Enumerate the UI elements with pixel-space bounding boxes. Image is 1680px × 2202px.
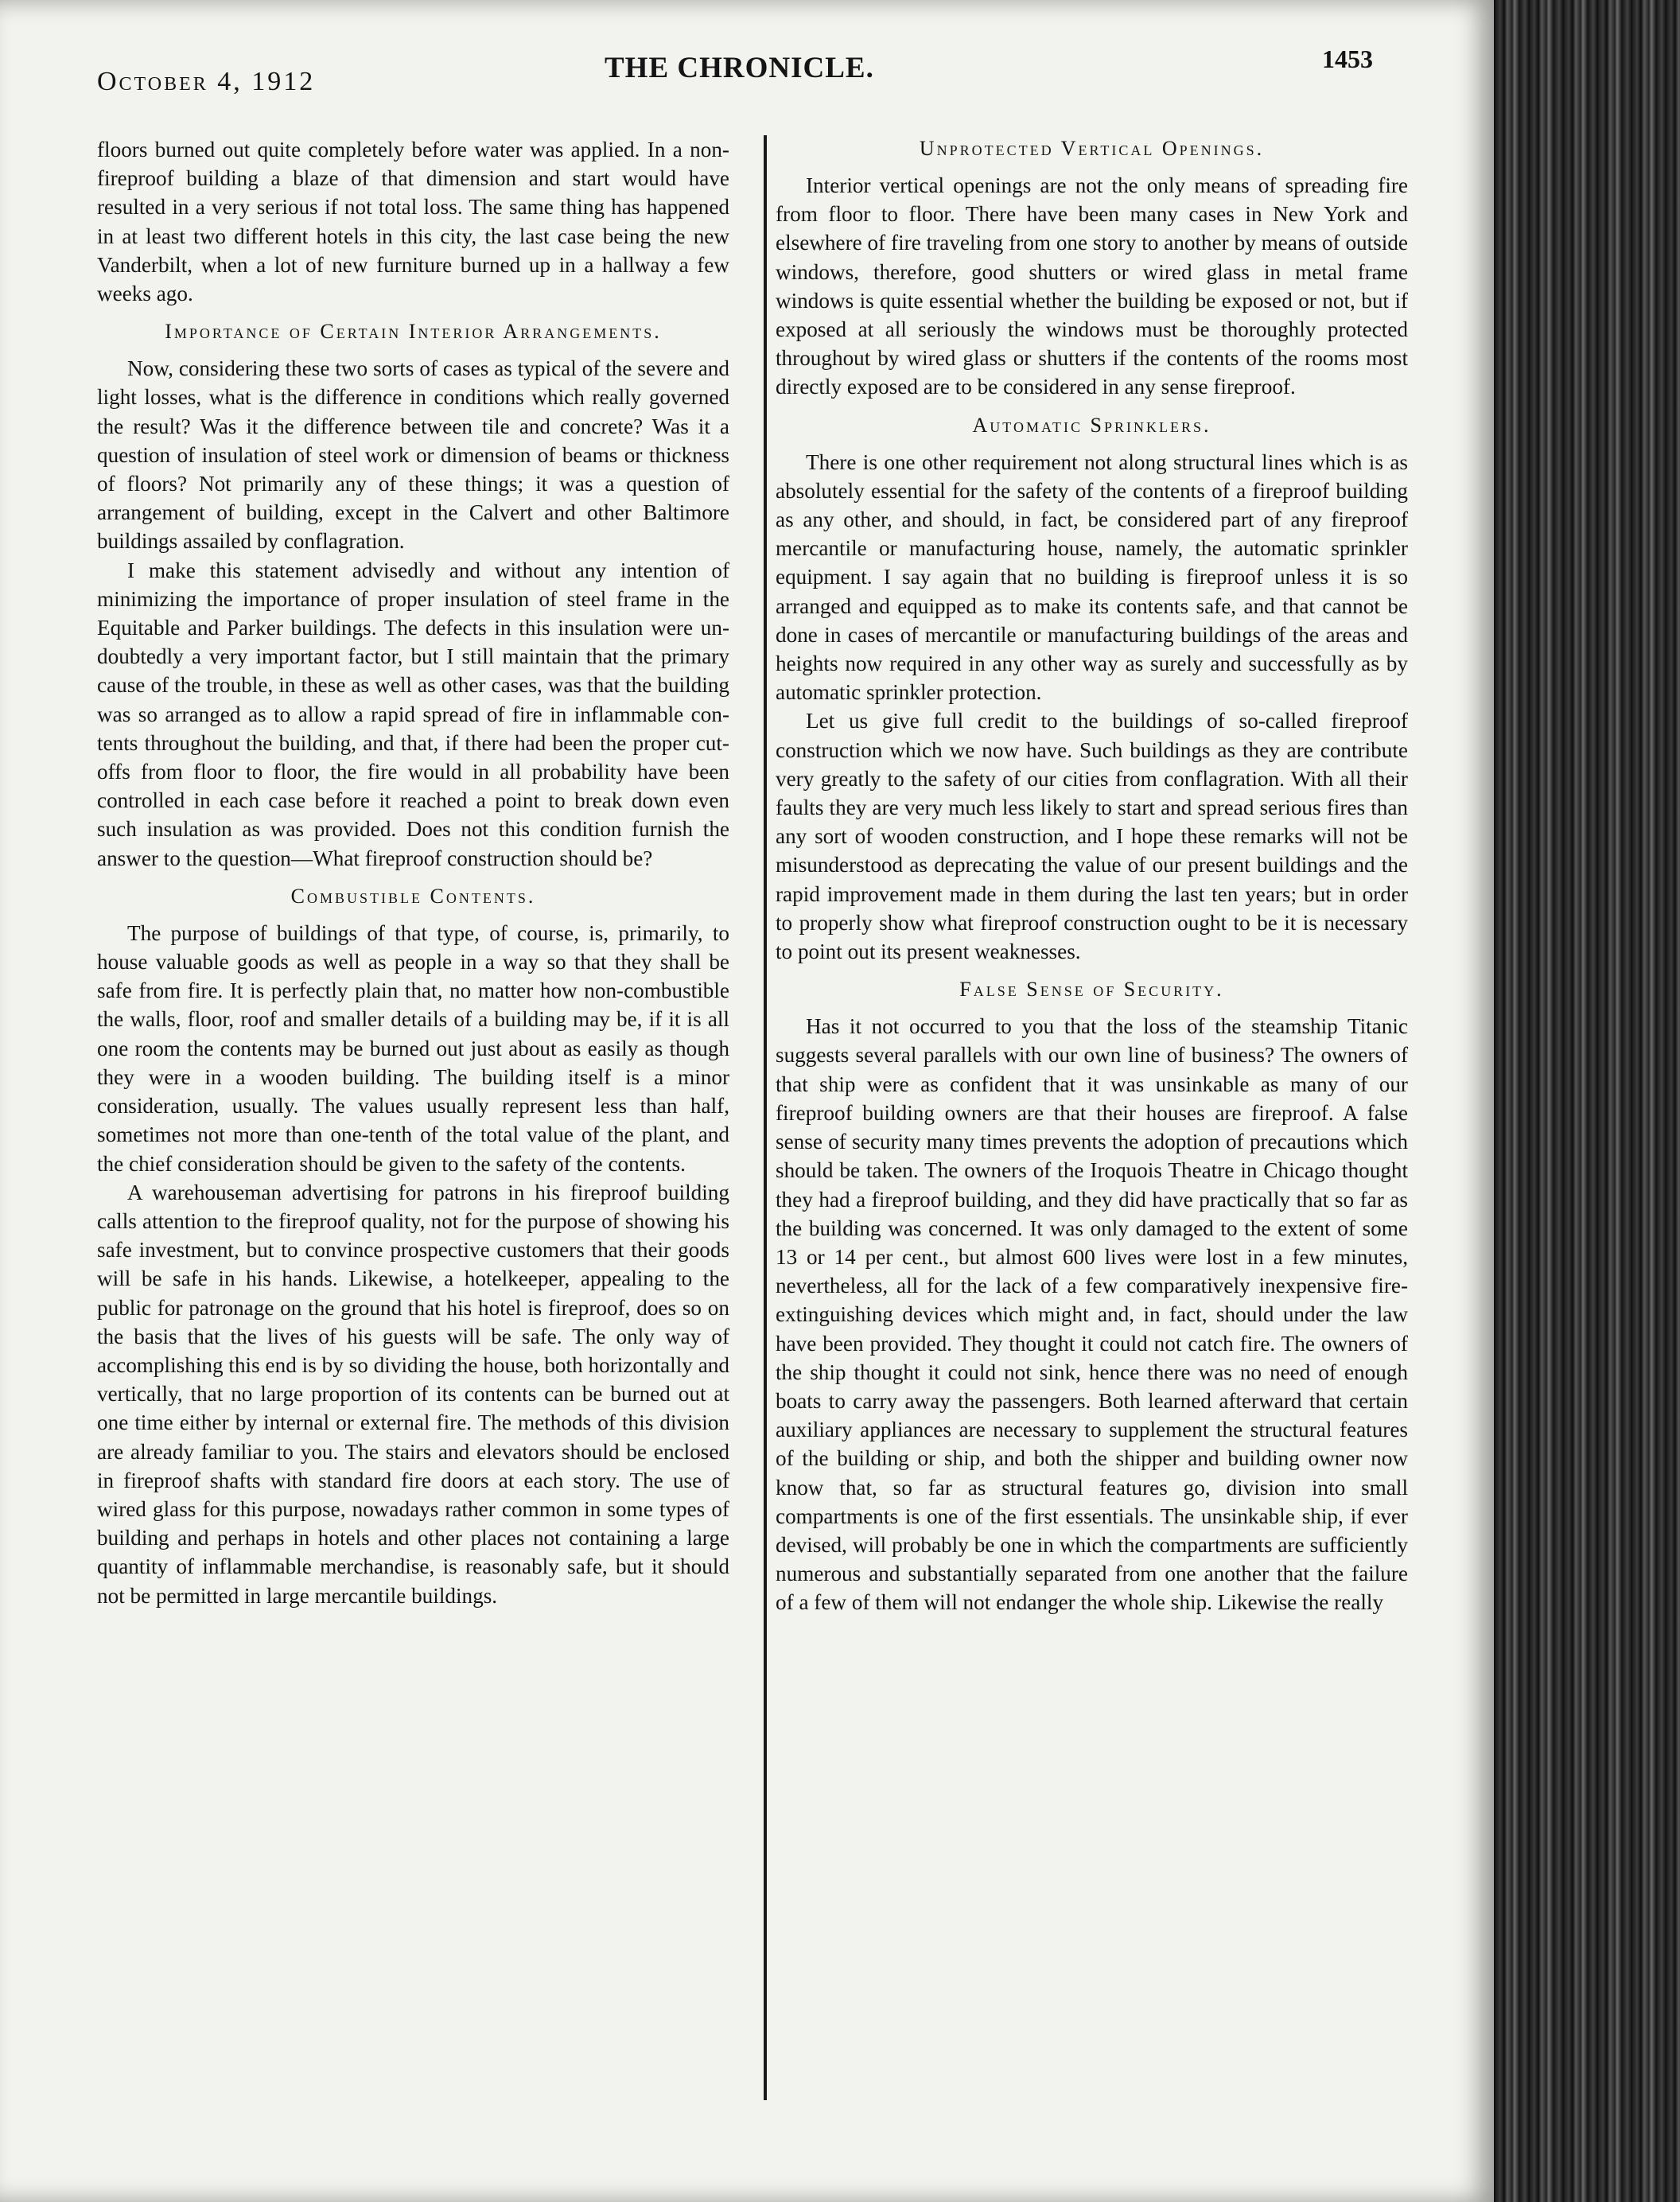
paragraph-full-credit: Let us give full credit to the buildings of so-called fireproof construction which we now have. Such buildings as they are contribute very greatly to the safety of our cities from conflagration. With all their faults they are very much less likely to start and spread serious fires than any sort of wooden construction, and I hope these remarks will not be misunderstood as deprecating the value of our present buildings and the rapid improvement made in them during the last ten years; but in order to properly show what fireproof construction ought to be it is necessary to point out its present weaknesses.: [776, 709, 1408, 964]
heading-importance-interior-arrangements: Importance of Certain Interior Arrangements.: [165, 320, 662, 344]
right-column: [776, 135, 1408, 1617]
paragraph-i-make-this-statement: I make this statement advisedly and without any intention of minimizing the importance of proper insulation of steel frame in the Equitable and Parker buildings. The defects in this insulation were undoubtedly a very important factor, but I still maintain that the primary cause of the trouble, in these as well as other cases, was that the building was so arranged as to allow a rapid spread of fire in inflammable contents throughout the building, and that, if there had been the proper cut-offs from floor to floor, the fire would in all probability have been controlled in each case before it reached a point to break down even such insulation as was provided. Does not this condition furnish the answer to the question—What fireproof construction should be?: [97, 558, 729, 870]
heading-false-sense-of-security: False Sense of Security.: [959, 978, 1224, 1002]
page-number: 1453: [1322, 45, 1373, 73]
paragraph-purpose-of-buildings: The purpose of buildings of that type, of course, is, primarily, to house valuable goods as well as people in a way so that they shall be safe from fire. It is perfectly plain that, no matter how non-combustible the walls, floor, roof and smaller details of a building may be, if it is all one room the contents may be burned out just about as easily as though they were in a wooden building. The building itself is a minor consideration, usually. The values usually represent less than half, sometimes not more than one-tenth of the total value of the plant, and the chief consideration should be given to the safety of the contents.: [97, 920, 729, 1176]
column-divider: [764, 135, 767, 2100]
heading-combustible-contents: Combustible Contents.: [290, 884, 536, 908]
heading-unprotected-vertical-openings: Unprotected Vertical Openings.: [919, 137, 1265, 160]
paragraph-one-other-requirement: There is one other requirement not along structural lines which is as absolutely essential for the safety of the contents of a fireproof building as any other, and should, in fact, be considered part of any fireproof mercantile or manufacturing house, namely, the automatic sprinkler equipment. I say again that no building is fireproof unless it is so arranged and equipped as to make its contents safe, and that cannot be done in cases of mercantile or manufacturing buildings of the areas and heights now required in any other way as surely and successfully as by automatic sprinkler protection.: [776, 449, 1408, 705]
issue-date: October 4, 1912: [97, 67, 316, 96]
paragraph-now-considering: Now, considering these two sorts of cases as typical of the severe and light losses, what is the difference in conditions which really governed the result? Was it the difference between tile and concrete? Was it a question of insulation of steel work or dimension of beams or thickness of floors? Not primarily any of these things; it was a question of arrangement of building, except in the Calvert and other Baltimore buildings assailed by conflagration.: [97, 356, 729, 554]
book-binding-edge: [1495, 0, 1680, 2202]
paragraph-warehouseman: A warehouseman advertising for patrons in his fireproof building calls attention to the fireproof quality, not for the purpose of showing his safe investment, but to convince prospective customers that their goods will be safe in his hands. Likewise, a hotelkeeper, appealing to the public for patronage on the ground that his hotel is fireproof, does so on the basis that the lives of his guests will be safe. The only way of accomplishing this end is by so dividing the house, both horizontally and vertically, that no large proportion of its contents can be burned out at one time either by internal or external fire. The methods of this division are already familiar to you. The stairs and elevators should be enclosed in fireproof shafts with standard fire doors at each story. The use of wired glass for this purpose, nowadays rather common in some types of building and perhaps in hotels and other places not containing a large quantity of inflammable merchandise, is reasonably safe, but it should not be permitted in large mercantile buildings.: [97, 1180, 729, 1608]
paragraph-intro: floors burned out quite completely before water was applied. In a non-fireproof building a blaze of that dimension and start would have resulted in a very serious if not total loss. The same thing has happened in at least two different hotels in this city, the last case being the new Vanderbilt, when a lot of new furniture burned up in a hallway a few weeks ago.: [97, 138, 729, 306]
publication-title: THE CHRONICLE.: [605, 52, 874, 84]
left-column: [97, 135, 729, 1610]
paragraph-titanic: Has it not occurred to you that the loss of the steamship Titanic suggests several parallels with our own line of business? The owners of that ship were as confident that it was unsinkable as many of our fireproof building owners are that their houses are fireproof. A false sense of security many times prevents the adoption of precautions which should be taken. The owners of the Iroquois Theatre in Chicago thought they had a fireproof building, and they did have practically that so far as the building was concerned. It was only damaged to the extent of some 13 or 14 per cent., but almost 600 lives were lost in a few minutes, nevertheless, all for the lack of a few comparatively inexpensive fire-extinguishing devices which might and, in fact, should under the law have been provided. They thought it could not catch fire. The owners of the ship thought it could not sink, hence there was no need of enough boats to carry away the passengers. Both learned afterward that certain auxiliary appliances are necessary to supplement the structural features of the building or ship, and both the shipper and building owner now know that, so far as structural features go, division into small compartments is one of the first essentials. The unsinkable ship, if ever devised, will probably be one in which the compartments are sufficiently numerous and substantially separated from one another that the failure of a few of them will not endanger the whole ship. Likewise the really: [776, 1014, 1408, 1615]
heading-automatic-sprinklers: Automatic Sprinklers.: [972, 413, 1211, 437]
paragraph-interior-vertical-openings: Interior vertical openings are not the only means of spreading fire from floor to floor. There have been many cases in New York and elsewhere of fire traveling from one story to another by means of outside windows, therefore, good shutters or wired glass in metal frame windows is quite essential whether the building be exposed or not, but if exposed at all seriously the windows must be thoroughly protected throughout by wired glass or shutters if the contents of the rooms most directly exposed are to be considered in any sense fireproof.: [776, 173, 1408, 399]
